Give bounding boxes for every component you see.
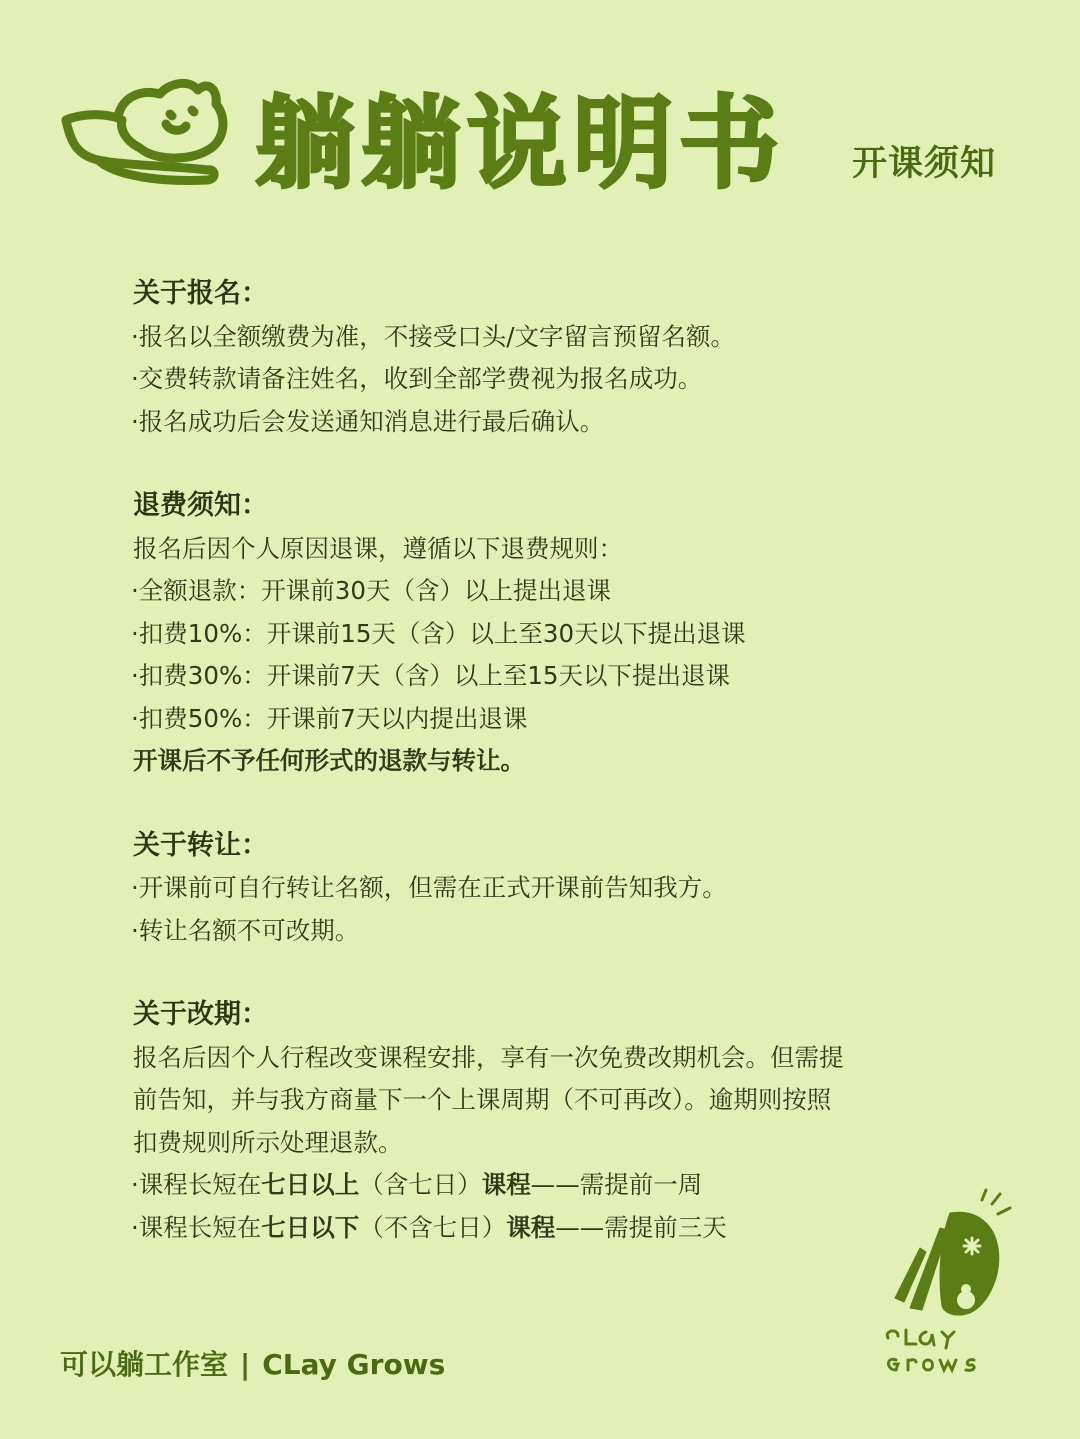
header: [0, 0, 1080, 230]
section-refund: [133, 485, 933, 783]
rule-duration: 七日以下: [261, 1212, 360, 1242]
studio-name: 可以躺工作室: [60, 1348, 229, 1381]
title-text: 躺躺说明书: [255, 85, 785, 202]
footer: [60, 1343, 445, 1383]
rule-notice: ——需提前一周: [530, 1170, 703, 1199]
section-registration: [133, 273, 933, 443]
rule-course: 课程: [481, 1170, 531, 1199]
section-title: 关于转让：: [133, 829, 268, 861]
list-item: ·扣费10%：开课前15天（含）以上至30天以下提出退课: [131, 618, 746, 648]
refund-intro: 报名后因个人原因退课，遵循以下退费规则：: [133, 533, 623, 563]
sprout-jar-icon: [870, 1188, 1030, 1383]
list-item: ·交费转款请备注姓名，收到全部学费视为报名成功。: [131, 364, 703, 393]
page-title: [255, 70, 815, 210]
reschedule-text: 前告知，并与我方商量下一个上课周期（不可再改）。逾期则按照: [133, 1085, 832, 1114]
brand-name: CLay Grows: [262, 1348, 446, 1381]
footer-separator: |: [240, 1348, 251, 1381]
list-item: ·全额退款：开课前30天（含）以上提出退课: [131, 576, 611, 605]
reschedule-rule: [131, 1164, 933, 1207]
lying-cat-icon: [58, 70, 238, 195]
list-item: ·报名以全额缴费为准，不接受口头/文字留言预留名额。: [131, 321, 736, 351]
list-item: ·转让名额不可改期。: [131, 915, 360, 945]
reschedule-text: 扣费规则所示处理退款。: [133, 1127, 403, 1157]
section-title: 退费须知：: [133, 490, 268, 521]
rule-prefix: ·课程长短在: [131, 1170, 262, 1199]
rule-duration: 七日以上: [261, 1170, 360, 1199]
list-item: ·开课前可自行转让名额，但需在正式开课前告知我方。: [131, 873, 727, 902]
rule-notice: ——需提前三天: [555, 1212, 727, 1242]
notice-content: [133, 273, 933, 1291]
rule-course: 课程: [506, 1212, 556, 1242]
rule-qualifier: （不含七日）: [359, 1212, 507, 1242]
list-item: ·扣费30%：开课前7天（含）以上至15天以下提出退课: [131, 661, 731, 690]
list-item: ·扣费50%：开课前7天以内提出退课: [131, 703, 528, 733]
list-item: ·报名成功后会发送通知消息进行最后确认。: [131, 406, 605, 436]
rule-prefix: ·课程长短在: [131, 1212, 262, 1242]
rule-qualifier: （含七日）: [359, 1170, 482, 1199]
reschedule-rule: [131, 1207, 933, 1250]
page-subtitle: 开课须知: [852, 144, 997, 184]
section-reschedule: [133, 994, 933, 1249]
refund-emphasis: 开课后不予任何形式的退款与转让。: [133, 746, 525, 775]
reschedule-text: 报名后因个人行程改变课程安排，享有一次免费改期机会。但需提: [133, 1042, 844, 1072]
section-title: 关于报名：: [133, 278, 268, 309]
section-transfer: [133, 825, 933, 953]
section-title: 关于改期：: [133, 999, 268, 1030]
